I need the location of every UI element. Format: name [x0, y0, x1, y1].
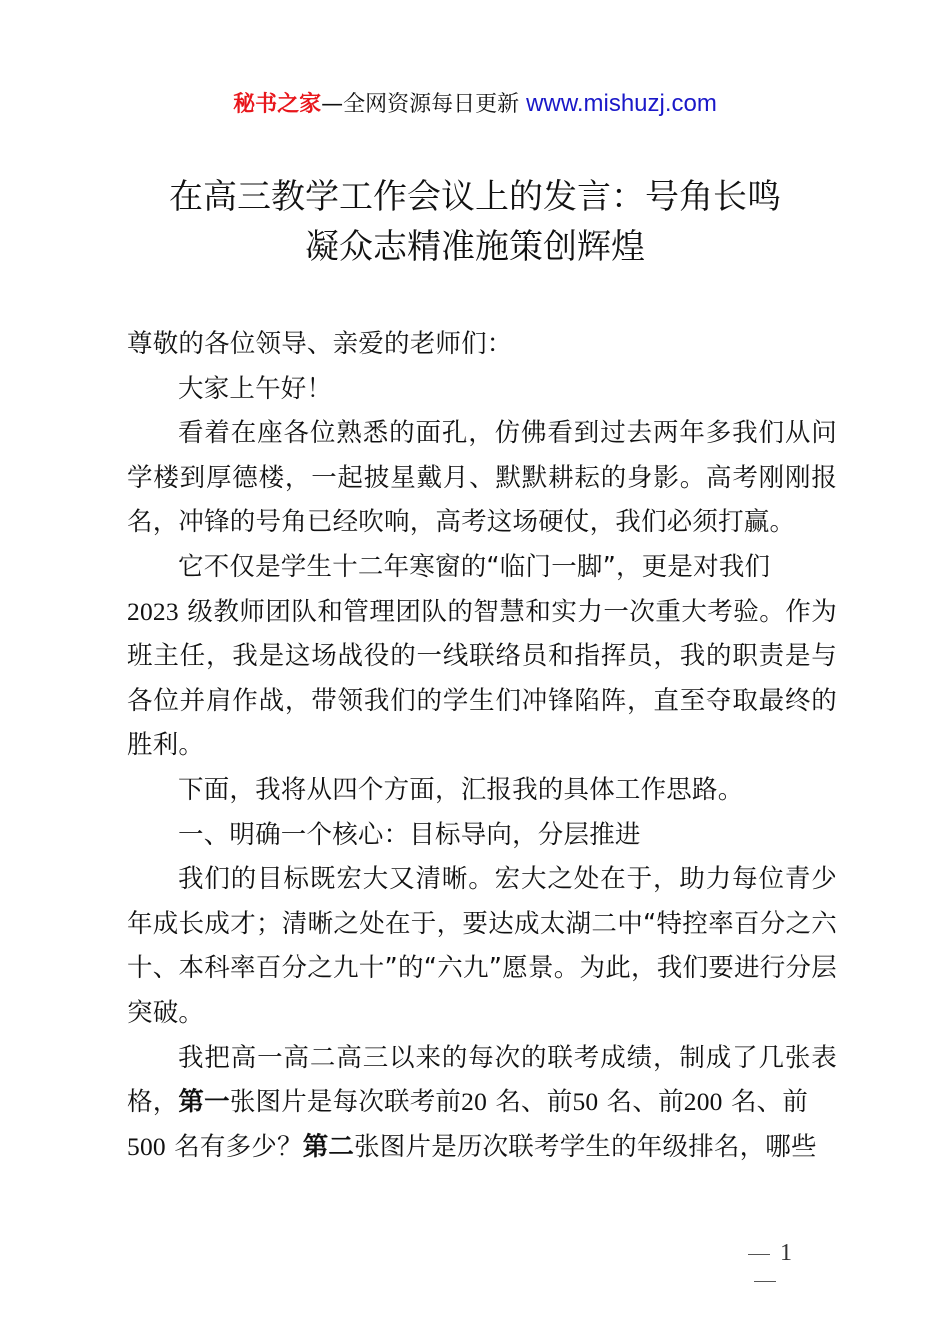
- page-number: 1: [780, 1240, 792, 1266]
- paragraph-5-text-b: 张图片是每次联考前: [229, 1087, 462, 1118]
- paragraph-2-text-b: 级教师团队和管理团队的智慧和实力一次重大考验。作为班主任，我是这场战役的一线联络员和指挥员，我的职责是与各位并肩作战，带领我们的学生们冲锋陷阵，直至夺取最终的胜利。: [127, 596, 837, 761]
- paragraph-5-bold-2: 第二: [302, 1131, 355, 1162]
- document-title-line-1: 在高三教学工作会议上的发言：号角长鸣: [169, 177, 781, 217]
- paragraph-3: 下面，我将从四个方面，汇报我的具体工作思路。: [178, 774, 744, 805]
- paragraph-5-text-c: 名、前: [495, 1087, 573, 1118]
- paragraph-2-year: 2023: [127, 596, 179, 626]
- greeting: 大家上午好！: [178, 373, 333, 404]
- paragraph-5-text-d: 名、前: [606, 1087, 684, 1118]
- paragraph-5-text-g: 张图片是历次联考学生的年级排名，哪些: [354, 1131, 817, 1162]
- section-heading-1: 一、明确一个核心：目标导向，分层推进: [178, 819, 641, 850]
- paragraph-5-bold-1: 第一: [178, 1087, 230, 1118]
- paragraph-5-number-4: 500: [127, 1131, 166, 1161]
- document-title-line-2: 凝众志精准施策创辉煌: [305, 227, 645, 267]
- paragraph-1: 看着在座各位熟悉的面孔，仿佛看到过去两年多我们从问学楼到厚德楼，一起披星戴月、默默耕耘的身影。高考刚刚报名，冲锋的号角已经吹响，高考这场硬仗，我们必须打赢。: [127, 418, 837, 538]
- footer-dash-right: [754, 1281, 776, 1282]
- paragraph-5: [127, 1036, 837, 1170]
- paragraph-5-number-3: 200: [683, 1087, 723, 1117]
- paragraph-5-number-2: 50: [572, 1087, 599, 1117]
- site-url-link[interactable]: www.mishuzj.com: [526, 90, 717, 117]
- document-body: [127, 322, 837, 1169]
- site-header: [0, 88, 950, 121]
- footer-dash-left: [748, 1254, 770, 1255]
- brand-name: 秘书之家: [233, 92, 322, 117]
- salutation: 尊敬的各位领导、亲爱的老师们：: [127, 329, 513, 359]
- header-tagline: —全网资源每日更新: [321, 92, 527, 117]
- paragraph-2-text-a: 它不仅是学生十二年寒窗的“临门一脚”，更是对我们: [178, 551, 771, 582]
- paragraph-5-text-e: 名、前: [730, 1087, 809, 1118]
- paragraph-4: 我们的目标既宏大又清晰。宏大之处在于，助力每位青少年成长成才；清晰之处在于，要达成太湖二中“特控率百分之六十、本科率百分之九十”的“六九”愿景。为此，我们要进行分层突破。: [127, 864, 837, 1028]
- paragraph-2: [127, 545, 837, 768]
- paragraph-5-number-1: 20: [461, 1087, 488, 1117]
- paragraph-5-text-a: 我把高一高二高三以来的每次的联考成绩，制成了几张表格，: [127, 1042, 837, 1118]
- page-footer: [720, 1240, 810, 1294]
- paragraph-5-text-f: 名有多少？: [174, 1131, 303, 1162]
